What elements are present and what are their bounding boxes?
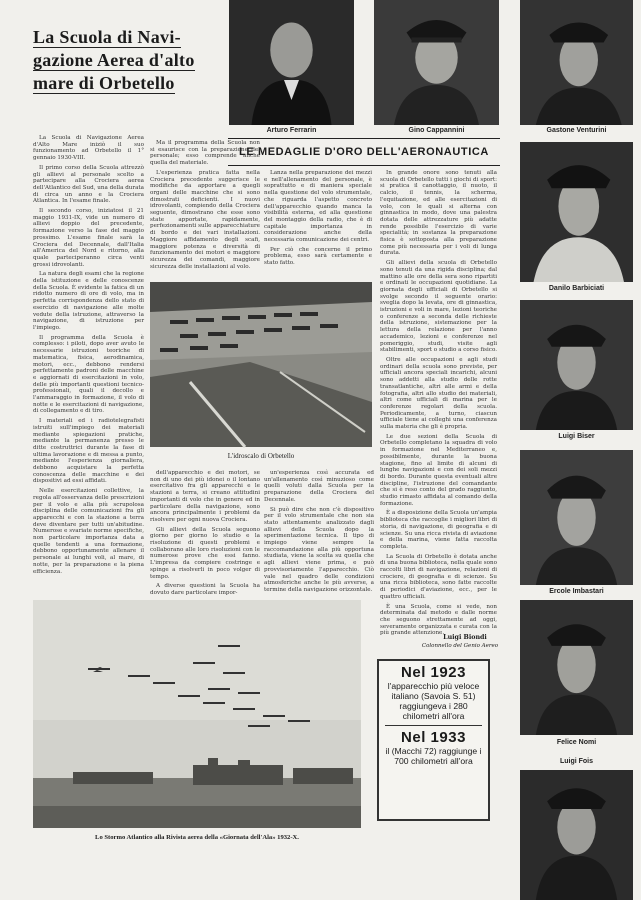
record-divider xyxy=(385,725,482,726)
article-column-2 xyxy=(150,140,260,272)
col4-paragraph: È a disposizione della Scuola un'ampia biblioteca che raccoglie i migliori libri di storia, di navigazione, di geografia e di scienze. Su una ricca rivista di aviazione e della marina, viene fatta raccolta completa. xyxy=(380,510,497,550)
portrait-caption-1: Arturo Ferrarin xyxy=(266,127,317,134)
col4-paragraph: Gli allievi della scuola di Orbetello sono tenuti da una rigida disciplina; dal mattino alle ore della sera sono ripartiti e ordinati le occupazioni quotidiane. La giornata degli ufficiali di Orbetello si svolge secondo il seguente orario: sveglia dopo la levata, ore di ginnastica, istruzioni e voli in mare, lezioni teoriche o conferenze a seconda delle richieste della istruzione, sistemazione per la lettura della relazione per l'anno accademico, lezioni e conferenze nel pomeriggio, studi, visite agli stabilimenti, sport o studio a corso fisico. xyxy=(380,260,497,354)
col1-paragraph: Nelle esercitazioni collettive, la regola all'osservanza delle prescrizioni per il volo e alla più scrupolosa disciplina delle comunicazioni fra gli apparecchi e con la stazione a terra deve diventare per tutti un'abitudine. Numerose e svariate norme specifiche, non particolare importanza data a quelle tendenti a una formazione, debbono opportunamente allenare il personale ai lunghi voli, al mare, di notte, per la preparazione e la piena efficienza. xyxy=(33,488,144,575)
col6-paragraph: A diverse questioni la Scuola ha dovuto dare particolare impor- xyxy=(150,583,260,596)
article-column-4 xyxy=(380,170,497,640)
formation-flight-photo xyxy=(33,600,361,828)
col4-paragraph: La Scuola di Orbetello è dotata anche di una buona biblioteca, nella quale sono raccolti libri di navigazione, relazioni di crociere, di geografia e di scienze. Su una ricca biblioteca, sono fatte raccolte di periodici d'aviazione, ecc., per le quattro ufficiali. xyxy=(380,553,497,600)
col5-paragraph: Si può dire che non c'è dispositivo per il volo strumentale che non sia stato attentamente analizzato dagli allievi della Scuola dopo la sperimentazione tecnica. Il tipo di impiego viene sempre la raccomandazione alla più opportuna studiata, viene la scelta su quella che agli allievi viene prima, e può provvisoriamente l'apparecchio. Ciò vale nel quadro delle condizioni atmosferiche anche le più avverse, a termine della navigazione orizzontale. xyxy=(264,506,374,593)
portrait-photo-2 xyxy=(374,0,499,125)
article-title xyxy=(33,26,219,95)
record-text-1923: l'apparecchio più veloce italiano (Savoia S. 51) raggiungeva i 280 chilometri all'ora xyxy=(387,681,480,721)
col5-paragraph: un'esperienza così accurata ed un'allenamento così minuzioso come quelli voluti dalla Scuola per la preparazione della Crociera del Decennale. xyxy=(264,470,374,503)
record-year-1923: Nel 1923 xyxy=(401,664,466,681)
col2-paragraph: Ma il programma della Scuola non si esaurisce con la preparazione del personale; esso comprende anche quella del materiale. xyxy=(150,140,260,167)
portrait-photo-8 xyxy=(520,770,633,900)
author-role: Colonnello del Genio Aereo xyxy=(421,643,499,649)
article-column-6 xyxy=(150,470,260,596)
portrait-caption-2: Gino Cappannini xyxy=(408,127,465,134)
article-column-1 xyxy=(33,135,144,595)
title-line-1: La Scuola di Navi- xyxy=(33,27,181,47)
author-signature: Luigi Biondi xyxy=(443,634,487,641)
portrait-photo-7 xyxy=(520,600,633,735)
col1-paragraph: Il secondo corso, iniziatosi il 21 maggio 1931-IX, vide un numero di allievi doppio del precedente, formazione verso la fase del maggio prossimo. L'esame finale sarà la Crociera del Decennale, dall'Italia all'America del Nord e ritorno, alla quale parteciperanno circa venti grossi idrovolanti. xyxy=(33,208,144,268)
portrait-caption-5: Luigi Biser xyxy=(558,433,595,440)
record-year-1933: Nel 1933 xyxy=(401,729,466,746)
portrait-photo-1 xyxy=(229,0,354,125)
col1-paragraph: Il primo corso della Scuola attrezzò gli allievi al personale scelto a partecipare alla Crociera aerea dell'Atlantico del Sud, una della durata di circa un anno e la Crociera Atlantica. In l'esame finale. xyxy=(33,164,144,205)
col4-paragraph: Oltre alle occupazioni e agli studi ordinari della scuola sono previste, per ufficiali ancora speciali incarichi, alcuni sono addetti alla studio delle rotte transatlantiche, altri alle armi e della fotografia, altri allo studio dei materiali, altri come ufficiali di marina per le conferenze regolari della scuola. Periodicamente, a turno, ciascun ufficiale tiene ai colleghi una conferenza sulla materia che gli è propria. xyxy=(380,356,497,431)
portrait-photo-6 xyxy=(520,450,633,585)
portrait-caption-3: Gastone Venturini xyxy=(546,127,607,134)
col4-paragraph: È una Scuola, come si vede, non determinata dal metodo e dalle norme che seguono strettamente ad oggi, severamente organizzata e curata con la più grande attenzione. xyxy=(380,603,497,637)
col3-paragraph: Per ciò che concerne il primo problema, esso sarà certamente e stato fatto. xyxy=(264,246,372,267)
col3-paragraph: Lanza nella preparazione dei mezzi e nell'allenamento del personale, è soprattutto e di maniera speciale nella questione del volo strumentale, che riguarda l'aspetto concreto dell'apparecchio quando manca la visibilità esterna, ed alla questione del montaggio della radio, che è di capitale importanza in considerazione anche della necessaria comunicazione dei centri. xyxy=(264,170,372,244)
speed-record-box xyxy=(377,659,490,821)
portrait-photo-4 xyxy=(520,142,633,282)
article-column-3 xyxy=(264,170,372,272)
title-line-2: gazione Aerea d'alto xyxy=(33,50,195,70)
article-column-5 xyxy=(264,470,374,593)
col4-paragraph: In grande onore sono tenuti alla scuola di Orbetello tutti i giochi di sport: si pratica il canottaggio, il nuoto, il calcio, il tennis, la scherma, l'equitazione, ed alle esercitazioni di volo, con le quali si alterna con ginnastica in modo, dove una palestra dotata delle attrezzature più adatte rende possibile l'esercizio di varie specialità; in sostanza la preparazione fisica è sottoposta alla preparazione come più necessaria per i voli di lunga durata. xyxy=(380,170,497,257)
formation-flight-caption: Lo Stormo Atlantico alla Rivista aerea della «Giornata dell'Ala» 1932-X. xyxy=(95,834,299,841)
portrait-caption-8: Luigi Fois xyxy=(559,758,594,765)
col2-paragraph: L'esperienza pratica fatta nella Crociera precedente suggerisce le modifiche da apportare a quegli organi delle macchine che si sono dimostrati deficienti. I nuovi idrovolanti, compiendo della Crociera seguente, dimostrano che esse sono state apportate, rapidamente, perfezionamenti sulle apparecchiature di bordo e dei vari installazioni. Maggiore affidamento degli scafi, maggiore potenza e diversità di funzionamento dei motori e maggiore sicurezza dei comandi, maggiore sicurezza delle installazioni al volo. xyxy=(150,169,260,270)
col6-paragraph: dell'apparecchio e dei motori, se non di uno dei più idonei o il lontano esercitativo fra gli apparecchi e le stazioni a terra, si creano attitudini importanti di volo che in genere ed in particolare della navigazione, sono ancora principalmente i problemi da risolvere per ogni nuova Crociera. xyxy=(150,470,260,523)
col6-paragraph: Gli allievi della Scuola seguono giorno per giorno lo studio e la risoluzione di questi problemi e collaborano alle loro risoluzioni con le numerose prove che essi fanno. L'impresa da compiere costringe e spinge a risolverli in poco volger di tempo. xyxy=(150,526,260,580)
record-text-1933: il (Macchi 72) raggiunge i 700 chilometri all'ora xyxy=(385,746,482,766)
medals-banner: LE MEDAGLIE D'ORO DELL'AERONAUTICA xyxy=(228,138,500,166)
col1-paragraph: I materiali ed i radiotelegrafisti istruiti sull'impiego dei materiali mediante spiegazioni pratiche, mediante la permanenza presso le ditte costruttrici durante la fase di ultima lavorazione e di messa a punto, mediante l'esperienza giornaliera, debbono acquistare la perfetta conoscenza delle macchine e dei dispositivi ad essi affidati. xyxy=(33,418,144,485)
title-line-3: mare di Orbetello xyxy=(33,73,175,93)
portrait-caption-6: Ercole Imbastari xyxy=(549,588,604,595)
seaplane-base-photo xyxy=(150,282,372,447)
col1-paragraph: La natura degli esami che la regione della istituzione e delle conoscenze della Scuola. È evidente la fatica di un ridotto numero di ore di volo, ma in perfetta corrispondenza dello stato di esercizio di navigazione alle molte vedute della istruzione, attraverso la navigazione, di istruzione per l'impiego. xyxy=(33,271,144,331)
portrait-caption-7: Felice Nomi xyxy=(556,739,597,746)
portrait-photo-3 xyxy=(520,0,633,125)
col1-paragraph: Il programma della Scuola è complesso: i piloti, dopo aver avuto le necessarie istruzioni teoriche di matematica, fisica, aerodinamica, motori, ecc., debbono rendersi perfettamente padroni delle macchine e aggiornati di esercitazioni in volo, delle più importanti questioni tecnico-professionali, quali il decollo e l'ammaraggio in formazione, il volo di notte e le esercitazioni di navigazione, di collegamento e di tiro. xyxy=(33,334,144,415)
portrait-photo-5 xyxy=(520,300,633,430)
portrait-caption-4: Danilo Barbiciati xyxy=(548,285,605,292)
col4-paragraph: Le due sezioni della Scuola di Orbetello completano la squadra di volo in formazione nel Mediterraneo e, possibilmente, durante la buona stagione, fino al limite di alcuni di lunghe navigazioni e con dei soli mezzi di bordo. Durante questa eventuali altre discipline, l'istruzione del comandante che si è reso conto del grado raggiunto, studio rimasto affidata al comando della formazione. xyxy=(380,433,497,507)
col1-paragraph: La Scuola di Navigazione Aerea d'Alto Mare iniziò il suo funzionamento ad Orbetello il 1° gennaio 1930-VIII. xyxy=(33,135,144,162)
seaplane-base-caption: L'idroscalo di Orbetello xyxy=(227,452,295,460)
